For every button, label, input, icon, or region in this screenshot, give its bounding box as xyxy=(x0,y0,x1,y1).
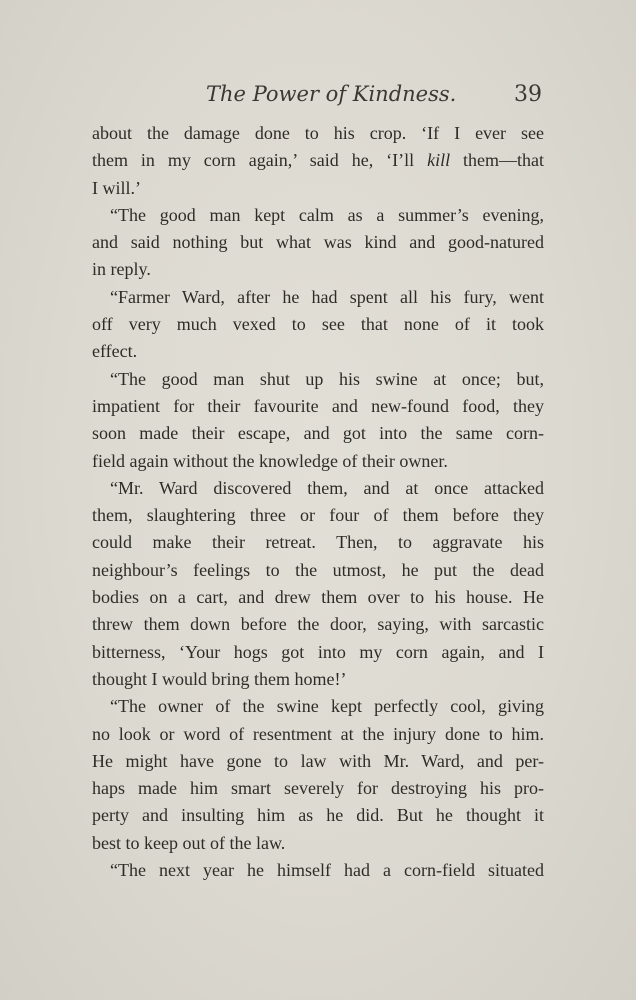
text-line: field again without the knowledge of their owner. xyxy=(92,450,448,471)
text-line: I will.’ xyxy=(92,177,141,198)
emphasized-word: kill xyxy=(427,150,451,171)
text-line: soon made their escape, and got into the same corn- xyxy=(92,423,544,444)
text-line: He might have gone to law with Mr. Ward, and per- xyxy=(92,750,544,771)
text-line: best to keep out of the law. xyxy=(92,832,286,853)
text-line: them in my corn again,’ said he, ‘I’ll kill them—that xyxy=(92,150,544,171)
text-line: “The next year he himself had a corn-field situated xyxy=(110,860,544,881)
page-header xyxy=(92,76,544,116)
text-line: about the damage done to his crop. ‘If I ever see xyxy=(92,123,544,143)
text-line: bodies on a cart, and drew them over to his house. He xyxy=(92,587,544,608)
text-line: off very much vexed to see that none of it took xyxy=(92,314,544,335)
text-line: could make their retreat. Then, to aggravate his xyxy=(92,532,544,553)
text-line: “The good man shut up his swine at once; but, xyxy=(110,368,544,389)
text-line: “The owner of the swine kept perfectly cool, giving xyxy=(110,696,544,717)
text-line: no look or word of resentment at the injury done to him. xyxy=(92,723,544,744)
text-line: impatient for their favourite and new-found food, they xyxy=(92,395,544,416)
running-title: The Power of Kindness. xyxy=(206,82,457,106)
page-number: 39 xyxy=(514,82,542,107)
text-line: and said nothing but what was kind and good-natured xyxy=(92,232,544,253)
text-line: “Mr. Ward discovered them, and at once attacked xyxy=(110,477,544,498)
text-line: threw them down before the door, saying, with sarcastic xyxy=(92,614,544,635)
text-line: haps made him smart severely for destroying his pro- xyxy=(92,778,544,799)
body-text xyxy=(92,120,544,884)
text-line: effect. xyxy=(92,341,138,362)
text-line: “Farmer Ward, after he had spent all his fury, went xyxy=(110,286,544,307)
text-line: neighbour’s feelings to the utmost, he put the dead xyxy=(92,559,544,580)
text-line: them, slaughtering three or four of them before they xyxy=(92,505,544,526)
text-line: thought I would bring them home!’ xyxy=(92,668,347,689)
text-line: perty and insulting him as he did. But he thought it xyxy=(92,805,544,826)
text-line: in reply. xyxy=(92,259,151,280)
text-line: “The good man kept calm as a summer’s evening, xyxy=(110,204,544,225)
text-line: bitterness, ‘Your hogs got into my corn again, and I xyxy=(92,641,544,662)
